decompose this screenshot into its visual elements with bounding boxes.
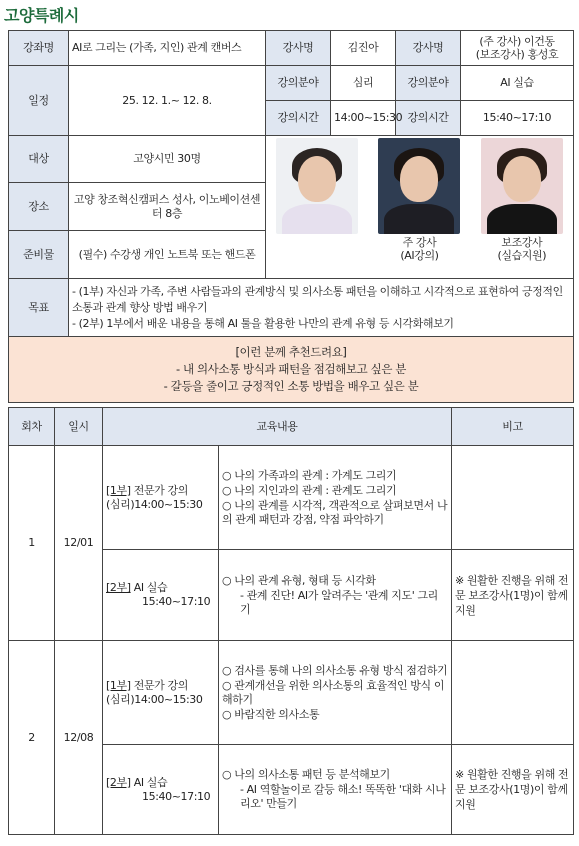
session-date: 12/08 <box>55 641 103 835</box>
field-label: 강의분야 <box>266 66 331 101</box>
list-item: ○ 나의 가족과의 관계 : 가계도 그리기 <box>222 468 397 482</box>
part2-tag: [2부] <box>106 581 131 594</box>
time-label-2: 강의시간 <box>396 101 461 136</box>
banner-line-1: - 내 의사소통 방식과 패턴을 점검해보고 싶은 분 <box>175 362 406 376</box>
instructor-2-caption: 주 강사 (AI강의) <box>400 236 439 262</box>
place-label: 장소 <box>9 183 69 231</box>
date-label: 일정 <box>9 66 69 136</box>
list-item: ○ 관계개선을 위한 의사소통의 효율적인 방식 이해하기 <box>222 678 445 706</box>
course-name-label: 강좌명 <box>9 31 69 66</box>
part1-title: 전문가 강의 <box>133 678 188 692</box>
course-info-table <box>8 30 574 403</box>
instructor-2: (주 강사) 이건동 (보조강사) 홍성호 <box>461 31 574 66</box>
col-header-content: 교육내용 <box>103 408 452 446</box>
note-empty <box>452 446 574 550</box>
photo-instructor-3 <box>478 138 566 262</box>
time-2: 15:40~17:10 <box>461 101 574 136</box>
part1-cell <box>103 446 219 550</box>
part2-time: 15:40~17:10 <box>142 595 211 608</box>
list-item: ○ 나의 지인과의 관계 : 관계도 그리기 <box>222 483 397 497</box>
recommend-banner <box>9 337 574 403</box>
col-header-note: 비고 <box>452 408 574 446</box>
page-title: 고양특례시 <box>4 6 79 25</box>
banner-line-2: - 갈등을 줄이고 긍정적인 소통 방법을 배우고 싶은 분 <box>163 379 419 393</box>
field-2: AI 실습 <box>461 66 574 101</box>
session-no: 1 <box>9 446 55 641</box>
list-item: - 관계 진단! AI가 알려주는 '관계 지도' 그리기 <box>240 588 438 616</box>
part2-time: 15:40~17:10 <box>142 789 211 803</box>
part2-cell <box>103 745 219 835</box>
part1-tag: [1부] <box>106 483 131 497</box>
photo-instructor-1 <box>273 138 361 236</box>
part1-items <box>219 641 452 745</box>
field-label-2: 강의분야 <box>396 66 461 101</box>
part1-time: (심리)14:00~15:30 <box>106 692 203 706</box>
list-item: ○ 나의 의사소통 패턴 등 분석해보기 <box>222 768 390 781</box>
part2-title: AI 실습 <box>133 581 168 594</box>
goal-content <box>69 279 574 337</box>
list-item: - AI 역할놀이로 갈등 해소! 똑똑한 '대화 시나리오' 만들기 <box>240 783 446 810</box>
instructor-label: 강사명 <box>266 31 331 66</box>
place-value: 고양 창조혁신캠퍼스 성사, 이노베이션센터 8층 <box>69 183 266 231</box>
note: ※ 원활한 진행을 위해 전문 보조강사(1명)이 함께 지원 <box>452 745 574 835</box>
part2-items <box>219 745 452 835</box>
goal-2: - (2부) 1부에서 배운 내용을 통해 AI 툴을 활용한 나만의 관계 유형 등 시각화해보기 <box>72 316 454 330</box>
goal-1: - (1부) 자신과 가족, 주변 사람들과의 관계방식 및 의사소통 패턴을 이해하고 시각적으로 표현하여 긍정적인 소통과 관계 향상 방법 배우기 <box>72 284 563 314</box>
part1-cell <box>103 641 219 745</box>
part2-tag: [2부] <box>106 775 131 789</box>
list-item: ○ 나의 관계 유형, 형태 등 시각화 <box>222 573 376 587</box>
banner-title: [이런 분께 추천드려요] <box>235 345 347 359</box>
instructor-label-2: 강사명 <box>396 31 461 66</box>
time-label: 강의시간 <box>266 101 331 136</box>
target-label: 대상 <box>9 136 69 183</box>
part1-title: 전문가 강의 <box>133 483 188 497</box>
instructor-1: 김진아 <box>331 31 396 66</box>
photo-instructor-2 <box>375 138 463 262</box>
table-row <box>9 641 574 745</box>
target-value: 고양시민 30명 <box>69 136 266 183</box>
col-header-date: 일시 <box>55 408 103 446</box>
field-1: 심리 <box>331 66 396 101</box>
part2-title: AI 실습 <box>133 775 168 789</box>
note-empty <box>452 641 574 745</box>
schedule-table <box>8 407 574 835</box>
part2-items <box>219 550 452 641</box>
part1-items <box>219 446 452 550</box>
note: ※ 원활한 진행을 위해 전문 보조강사(1명)이 함께 지원 <box>452 550 574 641</box>
prep-value: (필수) 수강생 개인 노트북 또는 핸드폰 <box>69 231 266 279</box>
goal-label: 목표 <box>9 279 69 337</box>
part1-tag: [1부] <box>106 678 131 692</box>
list-item: ○ 나의 관계를 시각적, 객관적으로 살펴보면서 나의 관계 패턴과 강점, 약점 파악하기 <box>222 498 448 526</box>
col-header-no: 회차 <box>9 408 55 446</box>
list-item: ○ 바람직한 의사소통 <box>222 707 320 721</box>
instructor-photos <box>266 136 574 279</box>
table-row <box>9 446 574 550</box>
list-item: ○ 검사를 통해 나의 의사소통 유형 방식 점검하기 <box>222 663 448 677</box>
session-date: 12/01 <box>55 446 103 641</box>
prep-label: 준비물 <box>9 231 69 279</box>
part1-time: (심리)14:00~15:30 <box>106 497 203 511</box>
time-1: 14:00~15:30 <box>331 101 396 136</box>
part2-cell <box>103 550 219 641</box>
date-value: 25. 12. 1.~ 12. 8. <box>69 66 266 136</box>
session-no: 2 <box>9 641 55 835</box>
instructor-3-caption: 보조강사 (실습지원) <box>497 236 547 262</box>
course-name: AI로 그리는 (가족, 지인) 관계 캔버스 <box>69 31 266 66</box>
